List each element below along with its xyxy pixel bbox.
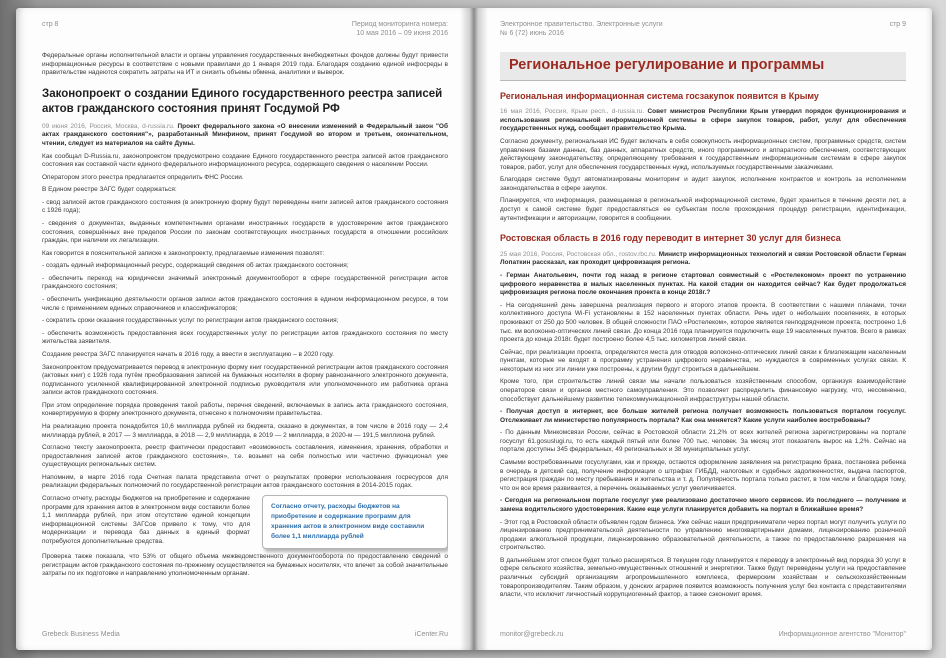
- paragraph: Согласно отчету, расходы бюджетов на приобретение и содержание программ для хранения актов в электронном виде составили более 1,1 миллиарда рублей, при этом отсутствие единой концепции информационной системы ЗАГСов привело к тому, что для модернизации и перевода баз данных в единый формат потребуются дополнительные средства.: [42, 495, 250, 545]
- lead-text: Министр информационных технологий и связи Ростовской области Герман Лопаткин рассказал, как проходит цифровизация региона.: [500, 250, 906, 267]
- monitoring-period: Период мониторинга номера: 10 мая 2016 – 09 июня 2016: [351, 21, 448, 38]
- dateline: 25 мая 2016, Россия, Ростовская обл., rostov.rbc.ru.: [500, 250, 659, 258]
- paragraph: Законопроектом предусматривается перевод в электронную форму книг государственной регистрации актов гражданского состояния (актовых книг) с 1926 года путём преобразования записей на бумажных носителях в форму равнозначного электронного документа, подписанного усиленной квалифицированной электронной подписью руководителя или уполномоченного им работника органа записи актов гражданского состояния.: [42, 363, 448, 397]
- paragraph: Кроме того, при строительстве линий связи мы начали пользоваться хозяйственным способом, организуя взаимодействие операторов связи и органов местного самоуправления. Это позволяет распределить финансовую нагрузку, что, несомненно, способствует дальнейшему развитию телекоммуникационной инфраструктуры нашей области.: [500, 378, 906, 403]
- page-number-right: стр 9: [889, 21, 906, 28]
- magazine-spread: [16, 8, 932, 650]
- intro-paragraph: Федеральные органы исполнительной власти и органы управления государственных внебюджетных фондов должны будут привести информационные ресурсы в соответствие с новыми правилами до 1 января 2019 года. Благодаря созданию единой инфосреды в правительстве надеются сократить затраты на ИТ и снизить объемы обмена, аналитики и выверок.: [42, 52, 448, 77]
- paragraph: Благодаря системе будут автоматизированы мониторинг и аудит закупок, исполнение контрактов и контроль за исполнением законодательства в сфере закупок.: [500, 176, 906, 192]
- paragraph: В дальнейшем этот список будет только расширяться. В текущем году планируется к переводу в электронный вид порядка 30 услуг в сфере сельского хозяйства, земельно-имущественных отношений и энергетики. Также будут переведены услуги на предоставление различных субсидий организациям агропромышленного комплекса, фермерским хозяйствам и сельскохозяйственным товаропроизводителям. Таким образом, у донских аграриев появится возможность получения услуг без контакта с представителями власти, что исключит личностный коррупциогенный фактор, а также сэкономит время.: [500, 556, 906, 599]
- lead-text: - Сегодня на региональном портале госуслуг уже реализовано достаточно много сервисов. Из последнего — получение и замена водительского удостоверения. Какие еще услуги планируется добавить на портал в ближайшее время?: [500, 497, 906, 513]
- page-number-left: стр 8: [42, 21, 59, 28]
- lead-text: Проект федерального закона «О внесении изменений в Федеральный закон "Об актах гражданского состояния"», разработанный Минфином, принят Госдумой во втором и третьем, окончательном, чтении, следует из материалов на сайте Думы.: [42, 122, 448, 147]
- paragraph: Согласно тексту законопроекта, реестр фактически предоставит «возможность составления, изменения, хранения, обработки и предоставления записей актов гражданского состояния», т.е. возьмет на себя полностью или частично функционал уже существующих региональных систем.: [42, 444, 448, 469]
- source-name: iCenter.Ru: [414, 631, 448, 638]
- paragraph: [500, 272, 906, 298]
- lead-text: Совет министров Республики Крым утвердил порядок функционирования и использования региональной информационной системы в сфере закупок товаров, работ, услуг для обеспечения государственных нужд, сообщает правительство Крыма.: [500, 108, 906, 133]
- article-title: Региональная информационная система госзакупок появится в Крыму: [500, 90, 819, 101]
- paragraph: [500, 108, 906, 134]
- page-right-footer: [500, 631, 906, 638]
- contact-email: monitor@grebeck.ru: [500, 631, 564, 638]
- page-left: [16, 8, 474, 650]
- article-title: Ростовская область в 2016 году переводит в интернет 30 услуг для бизнеса: [500, 233, 841, 244]
- agency-name: Информационное агентство "Монитор": [778, 631, 906, 638]
- articles-right: [500, 91, 906, 600]
- dateline: 16 мая 2016, Россия, Крым респ., d-russia.ru.: [500, 108, 648, 116]
- paragraph: [500, 408, 906, 425]
- paragraph: Самыми востребованными госуслугами, как и прежде, остаются оформление заявления на регистрацию брака, постановка ребенка в очередь в детский сад, получение информации о штрафах ГИБДД, налоговых и судебных задолженностях, выдача паспортов, регистрация граждан по месту пребывания и жительства и т. д. Популярность портала только растет, в том числе и благодаря тому, что он все время развивается, а перечень оказываемых услуг увеличивается.: [500, 459, 906, 492]
- paragraph: - сократить сроки оказания государственных услуг по регистрации актов гражданского состояния;: [42, 317, 339, 325]
- page-left-footer: [42, 631, 448, 638]
- paragraph: - свод записей актов гражданского состояния (в электронную форму будут переведены книги записей актов гражданского состояния с 1926 года);: [42, 198, 448, 215]
- pull-quote-box: Согласно отчету, расходы бюджетов на приобретение и содержание программ для хранения актов в электронном виде составили более 1,1 миллиарда рублей: [262, 495, 448, 549]
- paragraph: [42, 123, 448, 149]
- issue-info: Электронное правительство. Электронные услуги № 6 (72) июнь 2016: [500, 21, 663, 38]
- paragraph: Проверка также показала, что 53% от общего объема межведомственного документооборота по предоставлению сведений о регистрации актов гражданского состояния по-прежнему осуществляется на бумажных носителях, что влечет за собой значительные затраты по их подготовке и направлению уполномоченным органам.: [42, 553, 448, 578]
- paragraph: Как говорится в пояснительной записке к законопроекту, предлагаемые изменения позволят:: [42, 249, 325, 257]
- page-right-header: [500, 20, 906, 38]
- page-left-header: [42, 20, 448, 38]
- paragraph: - обеспечить возможность предоставления всех государственных услуг по регистрации актов гражданского состояния по месту жительства заявителя.: [42, 329, 448, 346]
- paragraph: - обеспечить унификацию деятельности органов записи актов гражданского состояния в едином информационном ресурсе, в том числе с применением единых справочников и классификаторов;: [42, 296, 448, 312]
- paragraph: В Едином реестре ЗАГС будет содержаться:: [42, 186, 177, 194]
- paragraph: При этом определение порядка проведения такой работы, перечня сведений, включаемых в запись акта гражданского состояния, конвертируемую в форму электронного документа, отнесено к полномочиям правительства.: [42, 401, 448, 418]
- paragraph: - создать единый информационный ресурс, содержащий сведения об актах гражданского состояния;: [42, 262, 349, 270]
- paragraph: - На сегодняшний день завершена реализация первого и второго этапов проекта. В соответствии с нашими планами, точки коллективного доступа Wi-Fi установлены в 152 населенных пунктах области. Речь идет о небольших поселениях, в которых проживают от 250 до 500 человек. В общей сложности ПАО «Ростелеком», которое является генподрядчиком проекта, построено 1,6 тыс. км волоконно-оптических линий связи. До конца 2016 года планируется подключить еще 19 населенных пунктов. Всего в рамках проекта до конца 2018г. будет построено более 4,5 тыс. километров линий связи.: [500, 301, 906, 344]
- paragraph-with-pullquote: [42, 495, 448, 549]
- paragraph: Напомним, в марте 2016 года Счетная палата представила отчет о результатах проверки использования госресурсов для реализации федеральных полномочий по государственной регистрации актов гражданского состояния в 2014-2015 годах.: [42, 473, 448, 490]
- paragraph: Согласно документу, региональная ИС будет включать в себя совокупность информационных систем, программных средств, систем управления базами данных, баз данных, аппаратных средств, иного программного и аппаратного обеспечения, соответствующих действующему законодательству, определяющему требования к государственным информационным системам в сфере закупок товаров, работ, услуг для обеспечения государственных нужд, используемых государственными заказчиками.: [500, 138, 906, 171]
- paragraph: Сейчас, при реализации проекта, определяются места для отводов волоконно-оптических линий связи к близлежащим населенным пунктам, которые не входят в программу устранения цифрового неравенства, но нуждаются в современных услугах связи. К некоторым из них эти линии уже построены, к другим будут строиться в дальнейшем.: [500, 348, 906, 373]
- paragraph: Планируется, что информация, размещаемая в региональной информационной системе, будет храниться в течение десяти лет, а доступ к самой системе будет предоставляться ее субъектам после прохождения процедур регистрации, идентификации, аутентификации и авторизации, говорится в сообщении.: [500, 197, 906, 222]
- paragraph: - Этот год в Ростовской области объявлен годом бизнеса. Уже сейчас наши предприниматели через портал могут получить услуги по лицензированию предпринимательской деятельности по управлению многоквартирными домами, лицензированию розничной продажи алкогольной продукции, лицензированию образовательной деятельности, а также по предоставлению разрешения на строительство.: [500, 518, 906, 552]
- publisher-name: Grebeck Business Media: [42, 631, 120, 638]
- paragraph: - сведения о документах, выданных компетентными органами иностранных государств в удостоверение актов гражданского состояния, совершённых вне пределов России по законам соответствующих иностранных государств в отношении российских граждан, при наличии их легализации.: [42, 220, 448, 245]
- paragraph: Как сообщал D-Russia.ru, законопроектом предусмотрено создание Единого государственного реестра записей актов гражданского состояния как составной части единого федерального информационного ресурса, содержащего сведения о населении России.: [42, 152, 448, 169]
- paragraph: Создание реестра ЗАГС планируется начать в 2016 году, а ввести в эксплуатацию – в 2020 году.: [42, 350, 334, 358]
- paragraph: Оператором этого реестра предлагается определить ФНС России.: [42, 173, 244, 181]
- article-body-left: [42, 123, 448, 579]
- paragraph: - По данным Минкомсвязи России, сейчас в Ростовской области 21,2% от всех жителей региона зарегистрированы на портале госуслуг 61.gosuslugi.ru, то есть каждый пятый или более 700 тыс. человек. За месяц этот показатель вырос на 1,2%. Сейчас на портале доступны 345 федеральных, 49 региональных и 38 муниципальных услуг.: [500, 429, 906, 454]
- dateline: 09 июня 2016, Россия, Москва, d-russia.ru.: [42, 122, 178, 130]
- section-heading-band: [500, 52, 906, 80]
- article-title-left: Законопроект о создании Единого государственного реестра записей актов гражданского состояния принят Госдумой РФ: [42, 87, 443, 115]
- paragraph: [500, 251, 906, 268]
- lead-text: - Герман Анатольевич, почти год назад в регионе стартовал совместный с «Ростелекомом» проект по устранению цифрового неравенства в малых населенных пунктах. На какой стадии он находится сейчас? Как будет продолжаться цифровизация региона после окончания проекта в конце 2018г.?: [500, 272, 906, 297]
- paragraph: - обеспечить переход на юридически значимый электронный документооборот в сфере государственной регистрации актов гражданского состояния;: [42, 274, 448, 291]
- page-right: [474, 8, 932, 650]
- lead-text: - Получая доступ в интернет, все больше жителей региона получает возможность пользоваться порталом госуслуг. Отслеживает ли министерство популярность портала? Как она меняется? Какие услуги наиболее востребованы?: [500, 408, 906, 424]
- section-heading: Региональное регулирование и программы: [509, 57, 825, 74]
- paragraph: [500, 497, 906, 514]
- paragraph: На реализацию проекта понадобится 10,6 миллиарда рублей из бюджета, сказано в документах, в том числе в 2016 году — 2,4 миллиарда рублей, в 2017 — 3 миллиарда, в 2018 — 2,9 миллиарда, в 2019 — 2 миллиарда, в 2020-м — 191,5 миллиона рублей.: [42, 422, 448, 439]
